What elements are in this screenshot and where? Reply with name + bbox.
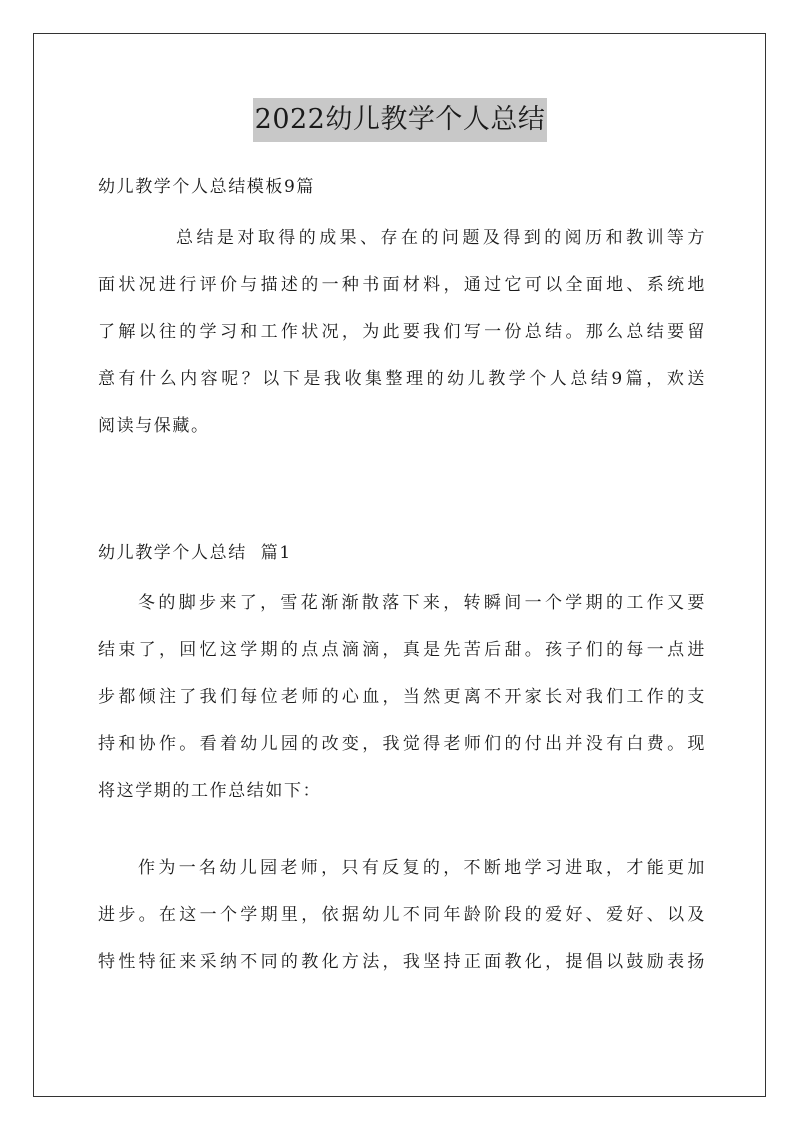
p1-line-3: 步都倾注了我们每位老师的心血，当然更离不开家长对我们工作的支	[98, 687, 706, 707]
p2-line-3: 特性特征来采纳不同的教化方法，我坚持正面教化，提倡以鼓励表扬	[98, 952, 706, 972]
intro-line-4: 意有什么内容呢？以下是我收集整理的幼儿教学个人总结9篇，欢送	[98, 369, 706, 389]
document-subtitle: 幼儿教学个人总结模板9篇	[98, 177, 316, 197]
p1-line-1: 冬的脚步来了，雪花渐渐散落下来，转瞬间一个学期的工作又要	[138, 593, 706, 613]
intro-paragraph	[98, 215, 706, 450]
document-title: 2022幼儿教学个人总结	[253, 98, 548, 142]
intro-line-2: 面状况进行评价与描述的一种书面材料，通过它可以全面地、系统地	[98, 275, 706, 295]
intro-line-1: 总结是对取得的成果、存在的问题及得到的阅历和教训等方	[176, 228, 706, 248]
section-heading: 幼儿教学个人总结 篇1	[98, 543, 292, 563]
p2-line-2: 进步。在这一个学期里，依据幼儿不同年龄阶段的爱好、爱好、以及	[98, 905, 706, 925]
intro-line-5: 阅读与保藏。	[98, 416, 210, 436]
section1-paragraph-1	[98, 580, 706, 815]
section1-paragraph-2	[98, 845, 706, 986]
p1-line-2: 结束了，回忆这学期的点点滴滴，真是先苦后甜。孩子们的每一点进	[98, 640, 706, 660]
p1-line-4: 持和协作。看着幼儿园的改变，我觉得老师们的付出并没有白费。现	[98, 734, 706, 754]
p1-line-5: 将这学期的工作总结如下：	[98, 781, 322, 801]
title-container	[0, 98, 800, 142]
p2-line-1: 作为一名幼儿园老师，只有反复的，不断地学习进取，才能更加	[138, 858, 706, 878]
intro-line-3: 了解以往的学习和工作状况，为此要我们写一份总结。那么总结要留	[98, 322, 706, 342]
